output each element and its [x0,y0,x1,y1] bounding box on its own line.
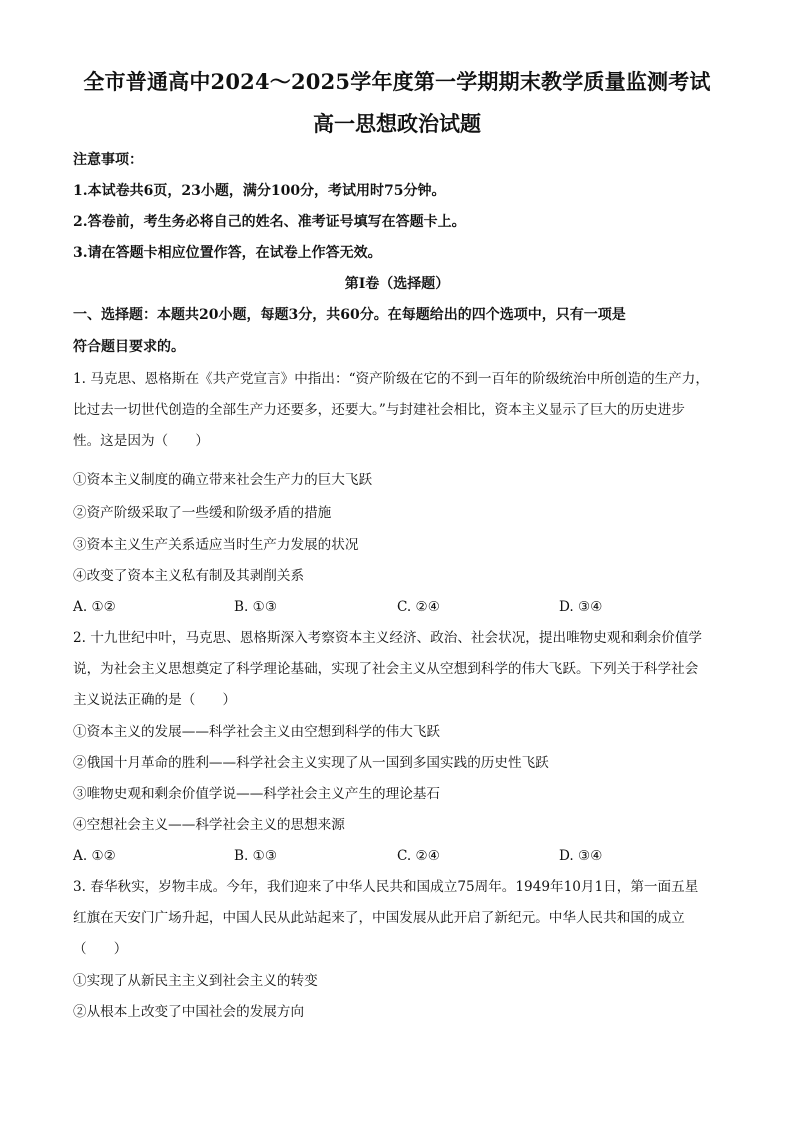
question-stem: 1. 马克思、恩格斯在《共产党宣言》中指出：“资产阶级在它的不到一百年的阶级统治中所创造的生产力， [73,371,709,387]
question-stem: 红旗在天安门广场升起，中国人民从此站起来了，中国发展从此开启了新纪元。中华人民共和国的成立 [73,910,685,926]
answer-options [73,846,723,866]
notice-item: 2.答卷前，考生务必将自己的姓名、准考证号填写在答题卡上。 [73,214,466,230]
question-stem: 性。这是因为（ ） [73,433,209,449]
question-statement: ②俄国十月革命的胜利——科学社会主义实现了从一国到多国实践的历史性飞跃 [73,755,549,771]
exam-title: 全市普通高中2024～2025学年度第一学期期末教学质量监测考试 [83,69,711,94]
option-a: A. ①② [73,599,116,615]
notice-heading: 注意事项： [73,152,143,168]
question-stem: 说，为社会主义思想奠定了科学理论基础，实现了社会主义从空想到科学的伟大飞跃。下列关于科学社会 [73,661,699,677]
option-d: D. ③④ [559,848,603,864]
option-c: C. ②④ [397,599,440,615]
question-statement: ①资本主义的发展——科学社会主义由空想到科学的伟大飞跃 [73,724,441,740]
question-stem: （ ） [73,941,128,957]
option-a: A. ①② [73,848,116,864]
option-b: B. ①③ [234,599,278,615]
question-statement: ②从根本上改变了中国社会的发展方向 [73,1004,305,1020]
option-d: D. ③④ [559,599,603,615]
question-statement: ③资本主义生产关系适应当时生产力发展的状况 [73,537,359,553]
option-b: B. ①③ [234,848,278,864]
part-instruction: 一、选择题：本题共20小题，每题3分，共60分。在每题给出的四个选项中，只有一项是 [73,307,626,323]
notice-item: 3.请在答题卡相应位置作答，在试卷上作答无效。 [73,245,382,261]
question-stem: 2. 十九世纪中叶，马克思、恩格斯深入考察资本主义经济、政治、社会状况，提出唯物史观和剩余价值学 [73,630,703,646]
question-stem: 主义说法正确的是（ ） [73,692,237,708]
part-title: 第I卷（选择题） [344,276,450,292]
part-instruction: 符合题目要求的。 [73,339,185,355]
question-statement: ④改变了资本主义私有制及其剥削关系 [73,568,305,584]
exam-subtitle: 高一思想政治试题 [313,111,481,136]
notice-item: 1.本试卷共6页，23小题，满分100分，考试用时75分钟。 [73,183,446,199]
question-stem: 比过去一切世代创造的全部生产力还要多，还要大。”与封建社会相比，资本主义显示了巨大的历史进步 [73,402,685,418]
option-c: C. ②④ [397,848,440,864]
answer-options [73,597,723,617]
question-statement: ②资产阶级采取了一些缓和阶级矛盾的措施 [73,505,332,521]
question-statement: ①实现了从新民主主义到社会主义的转变 [73,973,318,989]
question-stem: 3. 春华秋实，岁物丰成。今年，我们迎来了中华人民共和国成立75周年。1949年10月1日，第一面五星 [73,879,699,895]
question-statement: ④空想社会主义——科学社会主义的思想来源 [73,817,345,833]
question-statement: ③唯物史观和剩余价值学说——科学社会主义产生的理论基石 [73,786,441,802]
question-statement: ①资本主义制度的确立带来社会生产力的巨大飞跃 [73,472,373,488]
